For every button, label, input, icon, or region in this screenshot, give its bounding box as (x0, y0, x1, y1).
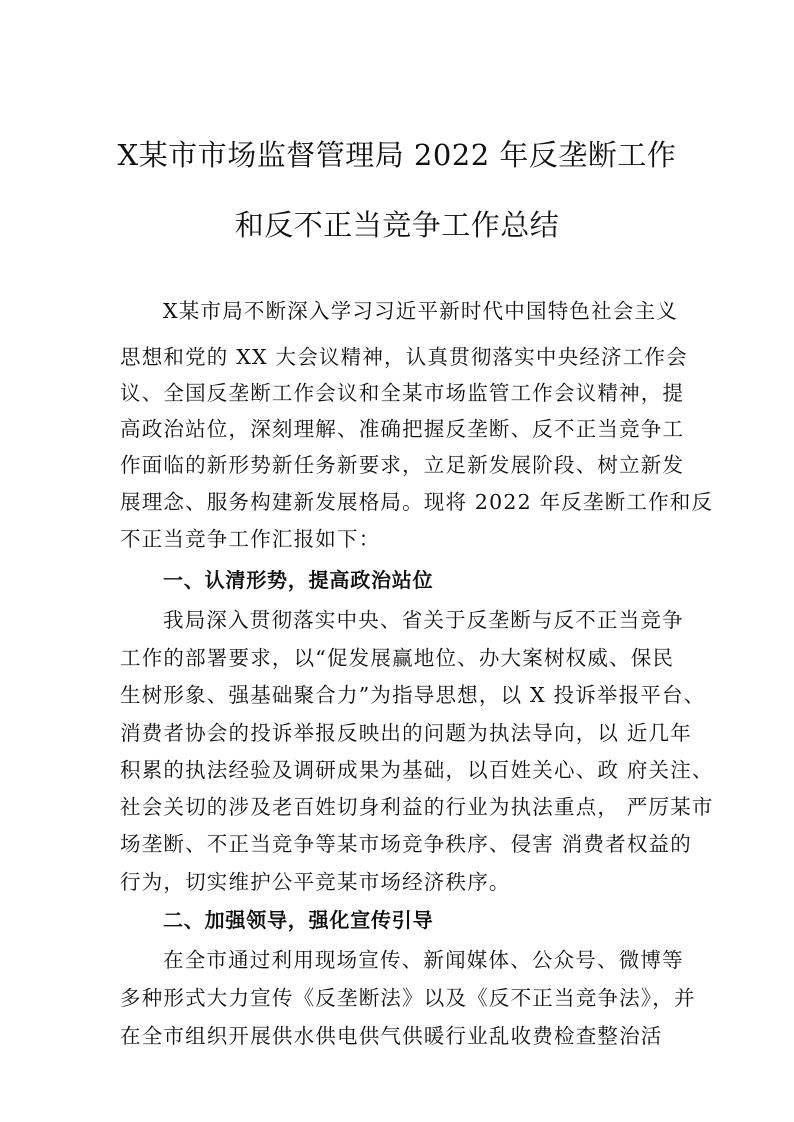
section-1-heading: 一、认清形势，提高政治站位 (163, 568, 434, 592)
section-2-line-2: 多种形式大力宣传《反垄断法》以及《反不正当竞争法》，并 (120, 986, 696, 1010)
section-1-line-2: 工作的部署要求，以“促发展赢地位、办大案树权威、保民 (120, 646, 675, 670)
section-1-line-1: 我局深入贯彻落实中央、省关于反垄断与反不正当竞争 (163, 608, 684, 632)
intro-line-4: 高政治站位，深刻理解、准确把握反垄断、反不正当竞争工 (120, 417, 685, 441)
section-1-line-8: 行为，切实维护公平竞某市场经济秩序。 (120, 870, 511, 894)
intro-line-1: X某市局不断深入学习习近平新时代中国特色社会主义 (163, 299, 678, 323)
section-1-line-6: 社会关切的涉及老百姓切身利益的行业为执法重点， 严厉某市 (120, 795, 714, 819)
section-2-line-3: 在全市组织开展供水供电供气供暖行业乱收费检查整治活 (120, 1024, 663, 1048)
section-1-line-5: 积累的执法经验及调研成果为基础，以百姓关心、政 府关注、 (120, 758, 714, 782)
section-1-line-3: 生树形象、强基础聚合力”为指导思想，以 X 投诉举报平台、 (120, 683, 706, 707)
section-1-line-4: 消费者协会的投诉举报反映出的问题为执法导向，以 近几年 (120, 721, 692, 745)
intro-line-5: 作面临的新形势新任务新要求，立足新发展阶段、树立新发 (120, 453, 685, 477)
intro-line-7: 不正当竞争工作汇报如下： (120, 527, 381, 551)
document-title-line-2: 和反不正当竞争工作总结 (234, 208, 560, 242)
section-2-heading: 二、加强领导，强化宣传引导 (163, 908, 434, 932)
intro-line-6: 展理念、服务构建新发展格局。现将 2022 年反垄断工作和反 (120, 490, 714, 514)
intro-line-3: 议、全国反垄断工作会议和全某市场监管工作会议精神，提 (120, 381, 685, 405)
section-1-line-7: 场垄断、不正当竞争等某市场竞争秩序、侵害 消费者权益的 (120, 832, 692, 856)
section-2-line-1: 在全市通过利用现场宣传、新闻媒体、公众号、微博等 (163, 948, 684, 972)
document-title-line-1: X某市市场监督管理局 2022 年反垄断工作 (117, 138, 677, 172)
intro-line-2: 思想和党的 XX 大会议精神，认真贯彻落实中央经济工作会 (120, 345, 688, 369)
